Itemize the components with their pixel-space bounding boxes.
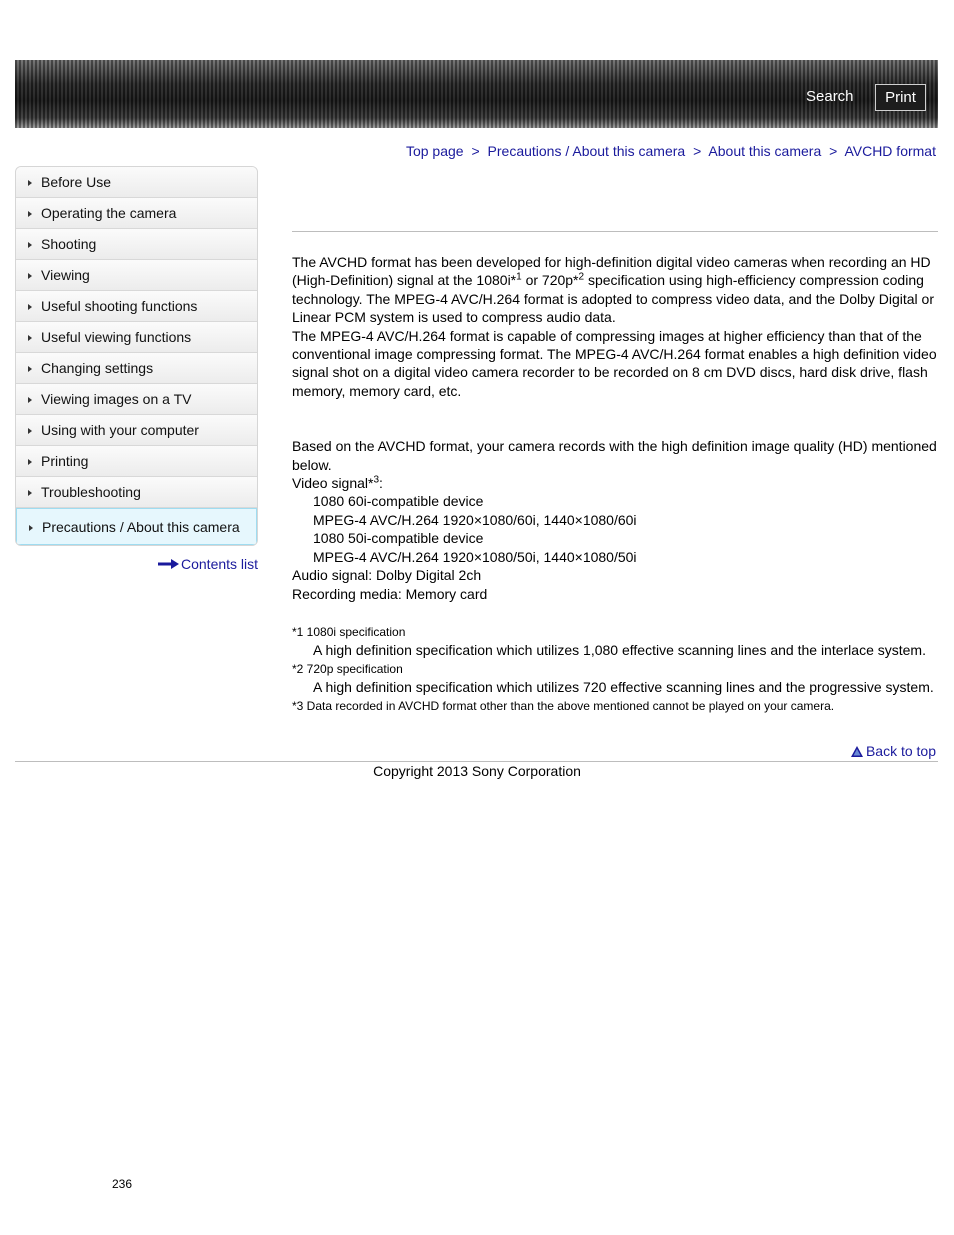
note-3: *3 Data recorded in AVCHD format other than the above mentioned cannot be played on your camera. — [292, 698, 835, 713]
triangle-right-icon — [28, 180, 32, 186]
footer-divider — [15, 761, 938, 762]
text: or 720p* — [521, 272, 579, 289]
breadcrumb-precautions[interactable]: Precautions / About this camera — [487, 143, 686, 159]
sidebar-item-label: Troubleshooting — [41, 484, 141, 500]
sidebar-item-label: Precautions / About this camera — [42, 518, 240, 535]
contents-list-label: Contents list — [181, 556, 259, 572]
device-60i: 1080 60i-compatible device — [313, 493, 484, 510]
sidebar-item-useful-viewing[interactable] — [16, 322, 257, 353]
breadcrumb-about-camera[interactable]: About this camera — [708, 143, 822, 159]
note-2-text: A high definition specification which utilizes 720 effective scanning lines and the progressive system. — [313, 679, 934, 696]
sidebar-item-changing-settings[interactable] — [16, 353, 257, 384]
recording-media: Recording media: Memory card — [292, 585, 488, 602]
search-button[interactable]: Search — [806, 88, 854, 105]
sidebar-item-printing[interactable] — [16, 446, 257, 477]
note-2-title: *2 720p specification — [292, 661, 403, 676]
text: : — [379, 475, 383, 492]
note-1-title: *1 1080i specification — [292, 624, 406, 639]
triangle-right-icon — [28, 428, 32, 434]
triangle-right-icon — [28, 335, 32, 341]
breadcrumb-separator: > — [693, 143, 702, 159]
sidebar-item-label: Useful viewing functions — [41, 329, 192, 345]
text: The AVCHD format has been developed for high-definition digital video cameras when recording an HD (High-Definition) signal at the 1080i* — [292, 254, 931, 289]
triangle-up-icon — [851, 746, 863, 757]
triangle-right-icon — [29, 525, 33, 531]
sidebar-item-label: Viewing — [41, 267, 90, 283]
audio-signal: Audio signal: Dolby Digital 2ch — [292, 567, 482, 584]
breadcrumb-separator: > — [471, 143, 480, 159]
triangle-right-icon — [28, 490, 32, 496]
triangle-right-icon — [28, 397, 32, 403]
back-to-top-label: Back to top — [865, 743, 936, 759]
contents-list-link[interactable] — [158, 556, 258, 572]
breadcrumb — [406, 143, 936, 159]
text: specification using high-efficiency compression coding technology. The MPEG-4 AVC/H.264 format is adopted to compress video data, and the Dolby Digital or Linear PCM system is used to compress audio data. — [292, 272, 935, 326]
device-50i: 1080 50i-compatible device — [313, 530, 484, 547]
sidebar-item-label: Shooting — [41, 236, 97, 252]
sidebar-item-label: Using with your computer — [41, 422, 199, 438]
sidebar-item-before-use[interactable] — [16, 167, 257, 198]
footnote-ref: 1 — [516, 271, 522, 283]
divider — [292, 231, 938, 232]
sidebar-item-viewing[interactable] — [16, 260, 257, 291]
device-60i-spec: MPEG-4 AVC/H.264 1920×1080/60i, 1440×1080/60i — [313, 511, 637, 528]
arrow-right-icon — [158, 559, 179, 569]
triangle-right-icon — [28, 304, 32, 310]
sidebar-item-shooting[interactable] — [16, 229, 257, 260]
sidebar-item-label: Before Use — [41, 174, 112, 190]
device-50i-spec: MPEG-4 AVC/H.264 1920×1080/50i, 1440×1080/50i — [313, 548, 637, 565]
paragraph-camera-records: Based on the AVCHD format, your camera records with the high definition image quality (HD) mentioned below. — [292, 438, 937, 473]
breadcrumb-separator: > — [829, 143, 838, 159]
paragraph-mpeg4: The MPEG-4 AVC/H.264 format is capable of compressing images at higher efficiency than that of the conventional image compressing format. The MPEG-4 AVC/H.264 format enables a high definition video signal shot on a digital video camera recorder to be recorded on 8 cm DVD discs, hard disk drive, flash memory, memory card, etc. — [292, 327, 937, 399]
note-1-text: A high definition specification which utilizes 1,080 effective scanning lines and the interlace system. — [313, 642, 926, 659]
page-number: 236 — [112, 1177, 133, 1191]
sidebar-item-label: Operating the camera — [41, 205, 177, 221]
sidebar-item-troubleshooting[interactable] — [16, 477, 257, 508]
sidebar-item-operating[interactable] — [16, 198, 257, 229]
video-signal-line — [292, 474, 938, 492]
paragraph-avchd-intro — [292, 253, 938, 327]
triangle-right-icon — [28, 242, 32, 248]
back-to-top-link[interactable] — [851, 743, 936, 759]
print-button[interactable]: Print — [875, 84, 926, 111]
sidebar-item-label: Viewing images on a TV — [41, 391, 192, 407]
triangle-right-icon — [28, 366, 32, 372]
breadcrumb-top-page[interactable]: Top page — [405, 143, 464, 159]
sidebar-item-label: Changing settings — [41, 360, 154, 376]
triangle-right-icon — [28, 459, 32, 465]
sidebar-item-label: Useful shooting functions — [41, 298, 198, 314]
sidebar-item-precautions[interactable] — [16, 508, 257, 545]
sidebar-nav — [15, 166, 258, 546]
triangle-right-icon — [28, 211, 32, 217]
sidebar-item-label: Printing — [41, 453, 89, 469]
copyright: Copyright 2013 Sony Corporation — [373, 763, 581, 779]
main-content — [292, 253, 938, 715]
text: Video signal* — [292, 475, 374, 492]
footnote-ref: 2 — [578, 271, 585, 283]
sidebar-item-useful-shooting[interactable] — [16, 291, 257, 322]
breadcrumb-avchd-format[interactable]: AVCHD format — [844, 143, 936, 159]
footnote-ref: 3 — [373, 474, 380, 486]
sidebar-item-computer[interactable] — [16, 415, 257, 446]
sidebar-item-viewing-tv[interactable] — [16, 384, 257, 415]
header-bar — [15, 60, 938, 128]
triangle-right-icon — [28, 273, 32, 279]
